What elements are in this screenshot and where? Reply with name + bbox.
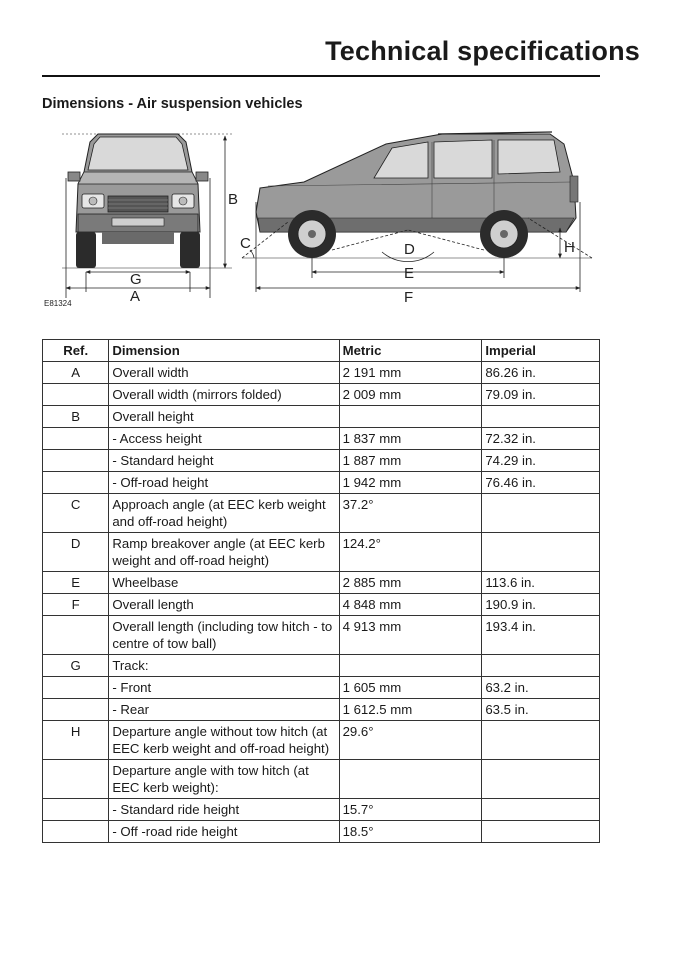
table-row [43,572,600,594]
label-c: C [240,235,251,252]
table-row [43,616,600,655]
vehicle-dimensions-diagram [42,122,602,312]
label-b: B [228,191,239,208]
table-row [43,821,600,843]
cell-imperial [482,655,600,677]
label-a: A [130,288,141,305]
cell-metric [339,760,482,799]
header-dimension: Dimension [109,340,339,362]
cell-metric: 1 837 mm [339,428,482,450]
cell-ref [43,616,109,655]
cell-metric: 18.5° [339,821,482,843]
cell-dimension: Wheelbase [109,572,339,594]
cell-dimension: - Off-road height [109,472,339,494]
cell-dimension: Overall length (including tow hitch - to centre of tow ball) [109,616,339,655]
cell-ref: D [43,533,109,572]
label-g: G [130,271,142,288]
cell-imperial [482,494,600,533]
cell-dimension: - Front [109,677,339,699]
dimensions-table [42,339,600,843]
cell-ref [43,472,109,494]
table-row [43,594,600,616]
cell-dimension: - Rear [109,699,339,721]
cell-metric [339,406,482,428]
front-view-illustration [68,134,208,268]
cell-imperial [482,721,600,760]
cell-ref: F [43,594,109,616]
table-row [43,384,600,406]
cell-metric: 124.2° [339,533,482,572]
cell-dimension: - Access height [109,428,339,450]
label-e: E [404,265,415,282]
cell-dimension: Overall width (mirrors folded) [109,384,339,406]
cell-ref [43,699,109,721]
cell-metric: 4 848 mm [339,594,482,616]
cell-ref: A [43,362,109,384]
cell-metric: 37.2° [339,494,482,533]
cell-imperial [482,821,600,843]
table-row [43,699,600,721]
cell-imperial: 72.32 in. [482,428,600,450]
cell-dimension: Track: [109,655,339,677]
cell-dimension: - Standard ride height [109,799,339,821]
cell-metric: 15.7° [339,799,482,821]
table-body [43,362,600,843]
cell-dimension: Departure angle with tow hitch (at EEC kerb weight): [109,760,339,799]
cell-metric: 1 942 mm [339,472,482,494]
table-row [43,721,600,760]
title-divider [42,75,600,77]
table-row [43,428,600,450]
table-row [43,450,600,472]
cell-ref: B [43,406,109,428]
label-h: H [564,239,575,256]
table-row [43,494,600,533]
cell-ref [43,821,109,843]
label-f: F [404,289,414,306]
table-row [43,655,600,677]
cell-imperial: 86.26 in. [482,362,600,384]
cell-imperial [482,760,600,799]
label-d: D [404,241,415,258]
cell-ref [43,760,109,799]
cell-dimension: - Standard height [109,450,339,472]
cell-metric: 4 913 mm [339,616,482,655]
cell-dimension: Overall length [109,594,339,616]
table-row [43,362,600,384]
cell-ref [43,799,109,821]
cell-metric: 29.6° [339,721,482,760]
table-header-row [43,340,600,362]
cell-dimension: Departure angle without tow hitch (at EEC kerb weight and off-road height) [109,721,339,760]
cell-ref: H [43,721,109,760]
table-row [43,472,600,494]
table-row [43,677,600,699]
cell-metric: 2 009 mm [339,384,482,406]
figure-code: E81324 [44,299,72,308]
cell-imperial: 190.9 in. [482,594,600,616]
cell-ref: C [43,494,109,533]
cell-dimension: - Off -road ride height [109,821,339,843]
section-heading: Dimensions - Air suspension vehicles [42,96,303,112]
cell-dimension: Approach angle (at EEC kerb weight and off-road height) [109,494,339,533]
header-imperial: Imperial [482,340,600,362]
cell-metric: 1 612.5 mm [339,699,482,721]
header-ref: Ref. [43,340,109,362]
side-view-illustration [256,132,578,258]
table-row [43,799,600,821]
cell-dimension: Ramp breakover angle (at EEC kerb weight and off-road height) [109,533,339,572]
cell-metric: 2 191 mm [339,362,482,384]
cell-metric: 1 605 mm [339,677,482,699]
cell-ref [43,677,109,699]
cell-metric: 2 885 mm [339,572,482,594]
cell-metric [339,655,482,677]
cell-dimension: Overall height [109,406,339,428]
cell-imperial [482,533,600,572]
cell-imperial: 76.46 in. [482,472,600,494]
page-title: Technical specifications [325,36,640,66]
cell-imperial [482,406,600,428]
cell-imperial: 63.2 in. [482,677,600,699]
cell-ref [43,384,109,406]
header-metric: Metric [339,340,482,362]
cell-imperial: 79.09 in. [482,384,600,406]
cell-imperial: 193.4 in. [482,616,600,655]
cell-ref [43,428,109,450]
cell-ref [43,450,109,472]
cell-imperial: 74.29 in. [482,450,600,472]
table-row [43,533,600,572]
cell-imperial: 113.6 in. [482,572,600,594]
cell-imperial: 63.5 in. [482,699,600,721]
cell-ref: E [43,572,109,594]
cell-imperial [482,799,600,821]
table-row [43,406,600,428]
cell-dimension: Overall width [109,362,339,384]
cell-metric: 1 887 mm [339,450,482,472]
cell-ref: G [43,655,109,677]
table-row [43,760,600,799]
